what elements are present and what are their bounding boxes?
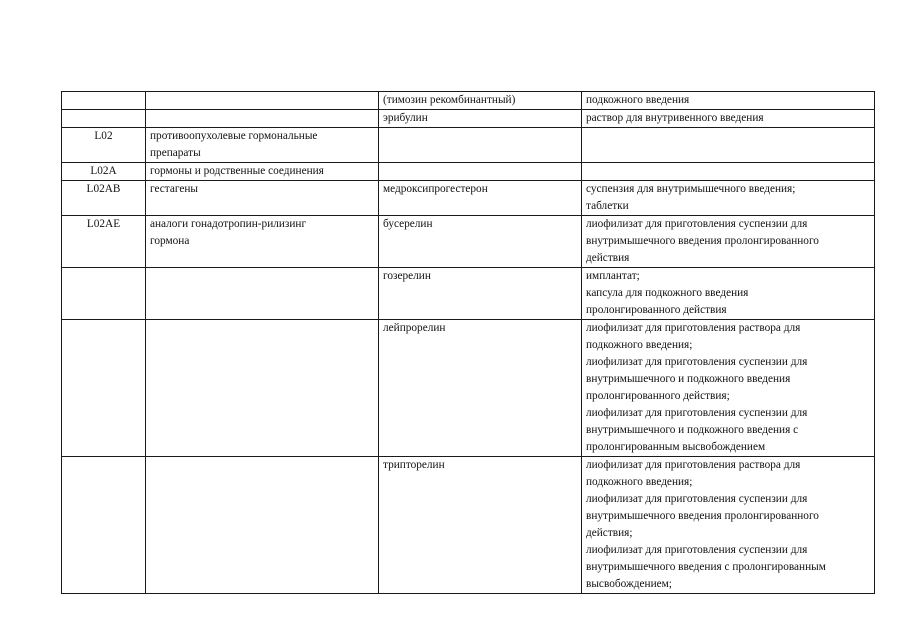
table-row	[62, 216, 875, 268]
drug-name-line: эрибулин	[383, 112, 428, 124]
empty-cell-filler	[150, 92, 374, 109]
group-cell	[146, 163, 379, 181]
group-line: препараты	[150, 147, 201, 159]
group-cell	[146, 181, 379, 216]
atc-code-cell	[62, 457, 146, 594]
dosage-form-cell	[582, 110, 875, 128]
dosage-form-line: подкожного введения	[586, 94, 690, 106]
dosage-form-line: лиофилизат для приготовления суспензии для	[586, 493, 808, 505]
group-line: аналоги гонадотропин-рилизинг	[150, 218, 307, 230]
empty-cell-filler	[383, 163, 577, 180]
group-cell	[146, 268, 379, 320]
drug-name-cell	[379, 163, 582, 181]
dosage-form-cell	[582, 163, 875, 181]
group-cell	[146, 110, 379, 128]
group-line: гормоны и родственные соединения	[150, 165, 324, 177]
dosage-form-line: лиофилизат для приготовления раствора для	[586, 459, 801, 471]
empty-cell-filler	[586, 128, 870, 145]
dosage-form-cell	[582, 181, 875, 216]
atc-code-cell	[62, 216, 146, 268]
drug-name-line: (тимозин рекомбинантный)	[383, 94, 516, 106]
atc-code-cell	[62, 110, 146, 128]
dosage-form-line: действия	[586, 252, 630, 264]
drug-name-cell	[379, 181, 582, 216]
group-cell	[146, 92, 379, 110]
atc-code-cell	[62, 92, 146, 110]
drug-name-cell	[379, 128, 582, 163]
dosage-form-line: подкожного введения;	[586, 339, 693, 351]
drug-table	[61, 91, 875, 594]
dosage-form-line: лиофилизат для приготовления суспензии для	[586, 218, 808, 230]
dosage-form-line: капсула для подкожного введения	[586, 287, 749, 299]
atc-code-cell	[62, 268, 146, 320]
group-cell	[146, 457, 379, 594]
atc-code: L02AB	[86, 183, 121, 195]
dosage-form-line: пролонгированного действия	[586, 304, 727, 316]
dosage-form-line: внутримышечного и подкожного введения	[586, 373, 791, 385]
dosage-form-cell	[582, 128, 875, 163]
dosage-form-line: внутримышечного введения пролонгированного	[586, 510, 819, 522]
atc-code: L02	[94, 130, 113, 142]
table-body	[62, 92, 875, 594]
atc-code-cell	[62, 320, 146, 457]
atc-code-cell	[62, 128, 146, 163]
atc-code-cell	[62, 163, 146, 181]
drug-name-line: трипторелин	[383, 459, 445, 471]
drug-name-line: бусерелин	[383, 218, 433, 230]
dosage-form-cell	[582, 216, 875, 268]
group-cell	[146, 320, 379, 457]
dosage-form-line: внутримышечного и подкожного введения с	[586, 424, 799, 436]
dosage-form-line: лиофилизат для приготовления раствора для	[586, 322, 801, 334]
dosage-form-line: раствор для внутривенного введения	[586, 112, 764, 124]
drug-name-line: лейпрорелин	[383, 322, 446, 334]
empty-cell-filler	[150, 457, 374, 474]
group-cell	[146, 216, 379, 268]
dosage-form-line: лиофилизат для приготовления суспензии для	[586, 544, 808, 556]
atc-code: L02AE	[86, 218, 121, 230]
drug-name-cell	[379, 320, 582, 457]
group-line: противоопухолевые гормональные	[150, 130, 318, 142]
drug-name-cell	[379, 110, 582, 128]
table-row	[62, 110, 875, 128]
drug-name-cell	[379, 92, 582, 110]
table-row	[62, 128, 875, 163]
dosage-form-line: внутримышечного введения пролонгированного	[586, 235, 819, 247]
dosage-form-line: высвобождением;	[586, 578, 672, 590]
dosage-form-line: суспензия для внутримышечного введения;	[586, 183, 796, 195]
empty-cell-filler	[586, 163, 870, 180]
drug-name-line: гозерелин	[383, 270, 431, 282]
dosage-form-line: таблетки	[586, 200, 629, 212]
table-row	[62, 320, 875, 457]
table-row	[62, 181, 875, 216]
empty-cell-filler	[150, 268, 374, 285]
atc-code: L02A	[90, 165, 117, 177]
table-row	[62, 163, 875, 181]
dosage-form-line: лиофилизат для приготовления суспензии для	[586, 407, 808, 419]
dosage-form-cell	[582, 457, 875, 594]
drug-name-cell	[379, 216, 582, 268]
group-line: гормона	[150, 235, 190, 247]
atc-code-cell	[62, 181, 146, 216]
dosage-form-cell	[582, 92, 875, 110]
dosage-form-line: внутримышечного введения с пролонгированным	[586, 561, 826, 573]
dosage-form-line: лиофилизат для приготовления суспензии для	[586, 356, 808, 368]
empty-cell-filler	[383, 128, 577, 145]
table-row	[62, 457, 875, 594]
dosage-form-line: пролонгированным высвобождением	[586, 441, 766, 453]
dosage-form-line: подкожного введения;	[586, 476, 693, 488]
table-row	[62, 92, 875, 110]
empty-cell-filler	[150, 320, 374, 337]
empty-cell-filler	[150, 110, 374, 127]
group-cell	[146, 128, 379, 163]
drug-name-cell	[379, 457, 582, 594]
dosage-form-line: имплантат;	[586, 270, 640, 282]
group-line: гестагены	[150, 183, 199, 195]
drug-name-line: медроксипрогестерон	[383, 183, 488, 195]
dosage-form-cell	[582, 320, 875, 457]
dosage-form-line: действия;	[586, 527, 633, 539]
table-row	[62, 268, 875, 320]
drug-name-cell	[379, 268, 582, 320]
dosage-form-line: пролонгированного действия;	[586, 390, 730, 402]
dosage-form-cell	[582, 268, 875, 320]
